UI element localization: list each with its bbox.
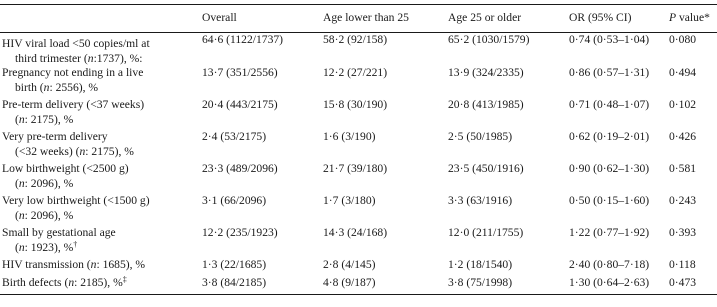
row-label-line2-post: :1737), %: [93, 51, 143, 65]
cell-age-lower: 4·8 (9/187) [323, 276, 448, 294]
header-age-older: Age 25 or older [448, 5, 569, 33]
cell-p-value: 0·393 [669, 226, 697, 239]
row-label [0, 258, 202, 276]
cell-age-older: 20·8 (413/1985) [448, 98, 524, 111]
row-label-line2-pre: ( [15, 208, 19, 222]
cell-overall: 23·3 (489/2096) [202, 162, 278, 175]
cell-p-value: 0·473 [669, 276, 717, 294]
row-label-n-symbol: n [79, 144, 86, 158]
row-label-line2-post: : 2175), % [24, 112, 74, 126]
row-label-line1: Very pre-term delivery [2, 130, 108, 143]
row-label-footnote-mark: ‡ [122, 275, 127, 284]
cell-p-value: 0·581 [669, 162, 697, 175]
cell-or-ci: 1·22 (0·77–1·92) [569, 226, 650, 239]
row-label-line2 [2, 52, 202, 67]
cell-overall: 13·7 (351/2556) [202, 66, 278, 79]
row-label-line2 [2, 177, 202, 192]
cell-overall: 64·6 (1122/1737) [202, 33, 284, 46]
row-label-n-symbol: n [87, 51, 94, 65]
row-label-line2-pre: birth ( [15, 80, 44, 94]
row-label-line2 [2, 145, 202, 160]
row-label-line1: Small by gestational age [2, 226, 116, 239]
row-label-n-symbol: n [18, 208, 25, 222]
row-label [0, 226, 202, 258]
row-label [0, 66, 202, 98]
table-row [0, 194, 717, 226]
cell-age-lower: 15·8 (30/190) [323, 98, 388, 111]
p-value-suffix: value* [676, 11, 710, 25]
cell-p-value: 0·118 [669, 258, 696, 271]
row-label-n-symbol: n [18, 240, 25, 254]
cell-age-lower: 1·7 (3/180) [323, 194, 376, 207]
row-label-line2-pre: third trimester ( [15, 51, 88, 65]
cell-age-older: 3·8 (75/1998) [448, 276, 569, 294]
cell-age-lower: 14·3 (24/168) [323, 226, 388, 239]
cell-overall: 20·4 (443/2175) [202, 98, 278, 111]
table-row [0, 162, 717, 194]
row-label-pre: HIV transmission ( [2, 258, 91, 271]
cell-p-value: 0·494 [669, 66, 697, 79]
row-label-line2-post: : 2175), % [85, 144, 134, 158]
table-row [0, 226, 717, 258]
row-label-line2-pre: ( [15, 240, 19, 254]
cell-overall: 3·1 (66/2096) [202, 194, 267, 207]
header-label [0, 5, 202, 33]
row-label-n-symbol: n [18, 176, 25, 190]
cell-p-value: 0·102 [669, 98, 697, 111]
p-symbol: P [669, 11, 677, 25]
cell-or-ci: 0·71 (0·48–1·07) [569, 98, 650, 111]
cell-or-ci: 0·62 (0·19–2·01) [569, 130, 650, 143]
cell-age-lower: 58·2 (92/158) [323, 33, 388, 46]
table-row [0, 33, 717, 67]
cell-overall: 12·2 (235/1923) [202, 226, 278, 239]
row-label-line2-pre: (<32 weeks) ( [15, 144, 80, 158]
row-label [0, 194, 202, 226]
row-label-line1: Pre-term delivery (<37 weeks) [2, 98, 145, 111]
table-row [0, 98, 717, 130]
cell-or-ci: 0·50 (0·15–1·60) [569, 194, 650, 207]
row-label-n-symbol: n [90, 258, 97, 271]
table-row [0, 258, 717, 276]
header-age-lower: Age lower than 25 [323, 5, 448, 33]
row-label-line1: HIV viral load <50 copies/ml at [2, 37, 150, 50]
cell-age-older: 13·9 (324/2335) [448, 66, 524, 79]
table-body [0, 33, 717, 295]
row-label-line2 [2, 209, 202, 224]
row-label [0, 33, 202, 67]
cell-or-ci: 2·40 (0·80–7·18) [569, 258, 650, 271]
row-label-line2-post: : 1923), % [24, 240, 74, 254]
row-label-line2-post: : 2096), % [24, 208, 74, 222]
cell-age-older: 23·5 (450/1916) [448, 162, 524, 175]
cell-age-lower: 12·2 (27/221) [323, 66, 388, 79]
row-label-line2-post: : 2556), % [49, 80, 99, 94]
row-label [0, 130, 202, 162]
cell-p-value: 0·080 [669, 33, 697, 46]
header-p-value [669, 5, 717, 33]
cell-p-value: 0·426 [669, 130, 697, 143]
cell-overall: 1·3 (22/1685) [202, 258, 267, 271]
row-label-n-symbol: n [43, 80, 50, 94]
row-label-line2-pre: ( [15, 176, 19, 190]
header-or-ci: OR (95% CI) [569, 5, 669, 33]
row-label-post: : 2185), % [74, 276, 123, 289]
row-label-pre: Birth defects ( [2, 276, 69, 289]
cell-or-ci: 1·30 (0·64–2·63) [569, 276, 669, 294]
row-label-line2 [2, 113, 202, 128]
row-label-n-symbol: n [18, 112, 25, 126]
header-row [0, 5, 717, 33]
row-label [0, 162, 202, 194]
cell-age-older: 12·0 (211/1755) [448, 226, 524, 239]
cell-age-older: 2·5 (50/1985) [448, 130, 513, 143]
row-label-n-symbol: n [68, 276, 75, 289]
row-label [0, 276, 202, 294]
cell-or-ci: 0·86 (0·57–1·31) [569, 66, 650, 79]
cell-age-older: 3·3 (63/1916) [448, 194, 513, 207]
table-row [0, 276, 717, 294]
row-label [0, 98, 202, 130]
table-row [0, 130, 717, 162]
row-label-line2 [2, 81, 202, 96]
cell-overall: 3·8 (84/2185) [202, 276, 323, 294]
cell-or-ci: 0·90 (0·62–1·30) [569, 162, 650, 175]
row-label-footnote-mark: † [73, 239, 78, 249]
cell-age-older: 1·2 (18/1540) [448, 258, 513, 271]
table-row [0, 66, 717, 98]
row-label-line2-pre: ( [15, 112, 19, 126]
row-label-line1: Pregnancy not ending in a live [2, 66, 144, 79]
cell-or-ci: 0·74 (0·53–1·04) [569, 33, 650, 46]
outcomes-table [0, 4, 717, 295]
row-label-line1: Low birthweight (<2500 g) [2, 162, 129, 175]
header-overall: Overall [202, 5, 323, 33]
cell-age-lower: 21·7 (39/180) [323, 162, 388, 175]
row-label-post: : 1685), % [96, 258, 146, 271]
cell-age-older: 65·2 (1030/1579) [448, 33, 530, 46]
cell-age-lower: 1·6 (3/190) [323, 130, 376, 143]
cell-overall: 2·4 (53/2175) [202, 130, 267, 143]
row-label-line2-post: : 2096), % [24, 176, 74, 190]
cell-p-value: 0·243 [669, 194, 697, 207]
cell-age-lower: 2·8 (4/145) [323, 258, 376, 271]
row-label-line1: Very low birthweight (<1500 g) [2, 194, 150, 207]
row-label-line2 [2, 241, 202, 256]
